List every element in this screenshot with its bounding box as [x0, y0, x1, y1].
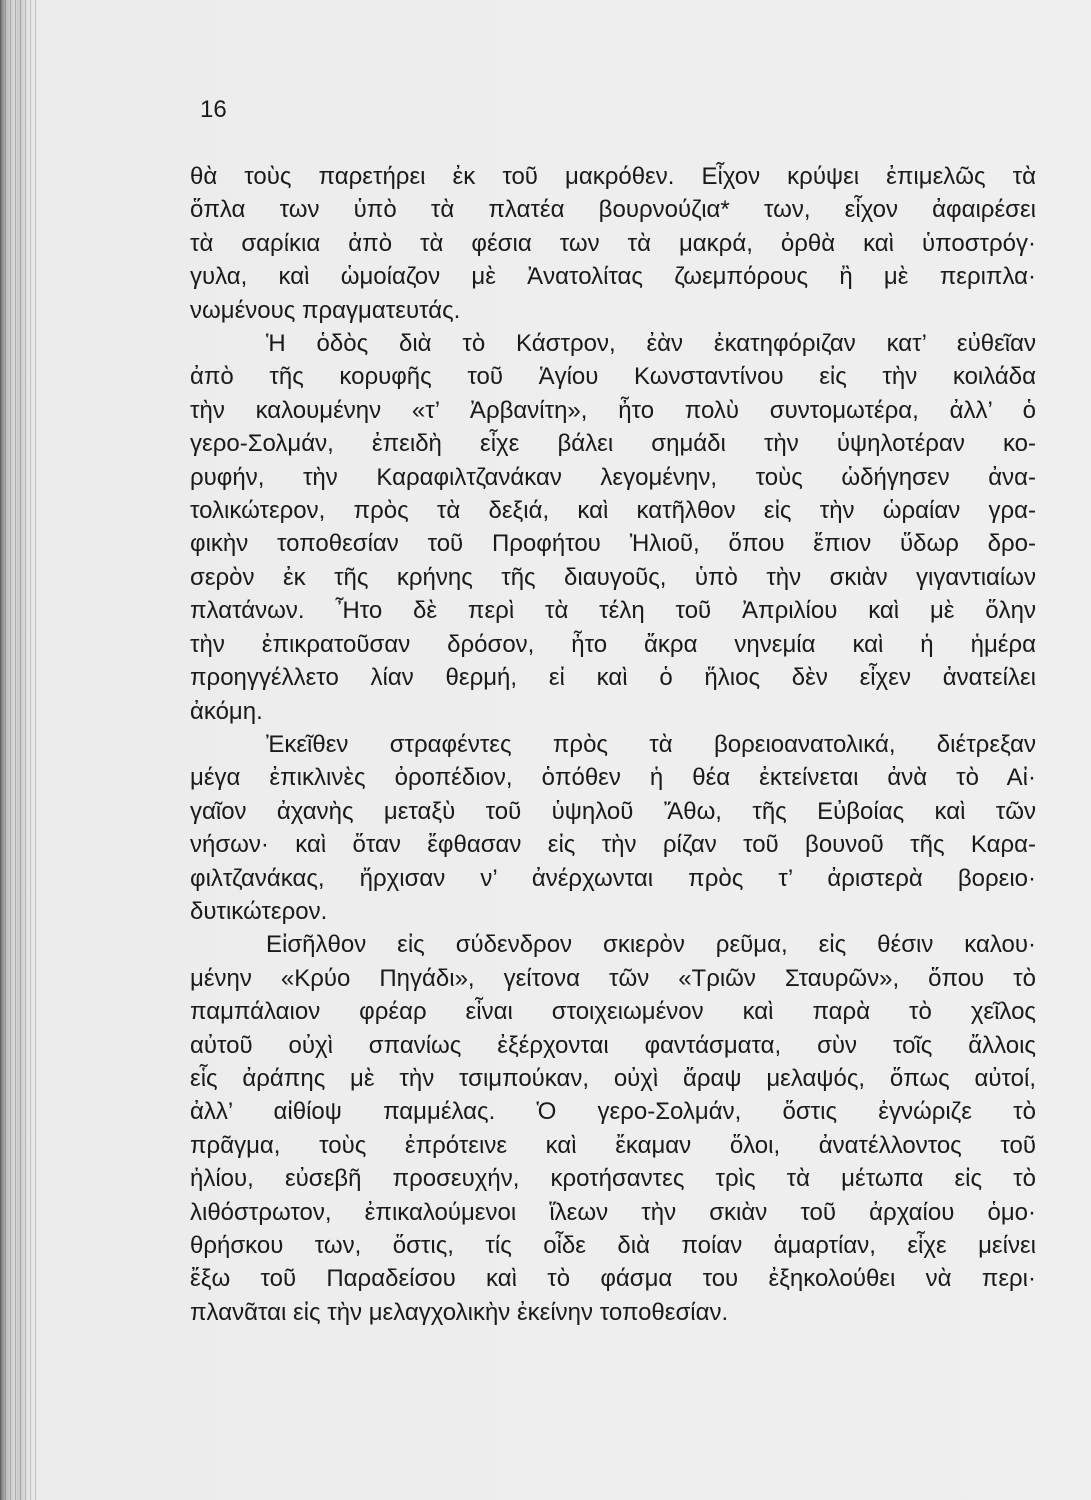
- text-line: ἀκόμη.: [190, 697, 263, 725]
- text-line: εἷς ἀράπης μὲ τὴν τσιμπούκαν, οὐχὶ ἄραψ μελαψός, ὅπως αὐτοί,: [190, 1064, 1036, 1092]
- text-line: γερο-Σολμάν, ἐπειδὴ εἶχε βάλει σημάδι τὴν ὑψηλοτέραν κο-: [190, 430, 1036, 458]
- text-line: παμπάλαιον φρέαρ εἶναι στοιχειωμένον καὶ παρὰ τὸ χεῖλος: [190, 998, 1036, 1026]
- text-line: ἀπὸ τῆς κορυφῆς τοῦ Ἁγίου Κωνσταντίνου εἰς τὴν κοιλάδα: [190, 363, 1036, 391]
- text-line: σερὸν ἐκ τῆς κρήνης τῆς διαυγοῦς, ὑπὸ τὴν σκιὰν γιγαντιαίων: [190, 563, 1036, 591]
- text-line: μέγα ἐπικλινὲς ὀροπέδιον, ὁπόθεν ἡ θέα ἐκτείνεται ἀνὰ τὸ Αἰ·: [190, 764, 1036, 792]
- text-line: ἀλλ’ αἰθίοψ παμμέλας. Ὁ γερο-Σολμάν, ὅστις ἐγνώριζε τὸ: [190, 1098, 1036, 1126]
- text-line: ἔξω τοῦ Παραδείσου καὶ τὸ φάσμα του ἐξηκολούθει νὰ περι·: [190, 1265, 1036, 1293]
- text-line: πλατάνων. Ἦτο δὲ περὶ τὰ τέλη τοῦ Ἀπριλίου καὶ μὲ ὅλην: [190, 597, 1036, 625]
- text-line: φικὴν τοποθεσίαν τοῦ Προφήτου Ἠλιοῦ, ὅπου ἔπιον ὕδωρ δρο-: [190, 530, 1036, 558]
- text-line: δυτικώτερον.: [190, 897, 328, 925]
- text-line: θρήσκου των, ὅστις, τίς οἶδε διὰ ποίαν ἁμαρτίαν, εἶχε μείνει: [190, 1232, 1036, 1259]
- body-text: [190, 160, 1036, 1329]
- text-line: θὰ τοὺς παρετήρει ἐκ τοῦ μακρόθεν. Εἶχον κρύψει ἐπιμελῶς τὰ: [190, 163, 1036, 190]
- text-line: Ἐκεῖθεν στραφέντες πρὸς τὰ βορειοανατολικά, διέτρεξαν: [266, 730, 1036, 758]
- text-line: τὴν ἐπικρατοῦσαν δρόσον, ἦτο ἄκρα νηνεμία καὶ ἡ ἡμέρα: [190, 630, 1036, 658]
- text-line: γυλα, καὶ ὡμοίαζον μὲ Ἀνατολίτας ζωεμπόρους ἢ μὲ περιπλα·: [190, 263, 1036, 291]
- paragraph: [190, 160, 1036, 327]
- page-number: 16: [200, 96, 227, 123]
- text-line: ἡλίου, εὐσεβῆ προσευχήν, κροτήσαντες τρὶς τὰ μέτωπα εἰς τὸ: [190, 1165, 1036, 1193]
- text-line: τὴν καλουμένην «τ’ Ἀρβανίτη», ἦτο πολὺ συντομωτέρα, ἀλλ’ ὁ: [190, 396, 1036, 424]
- text-line: νήσων· καὶ ὅταν ἔφθασαν εἰς τὴν ρίζαν τοῦ βουνοῦ τῆς Καρα-: [190, 831, 1036, 859]
- text-line: πρᾶγμα, τοὺς ἐπρότεινε καὶ ἔκαμαν ὅλοι, ἀνατέλλοντος τοῦ: [190, 1131, 1036, 1159]
- text-line: Εἰσῆλθον εἰς σύδενδρον σκιερὸν ρεῦμα, εἰς θέσιν καλου·: [266, 931, 1036, 959]
- page-stack-edge: [0, 0, 40, 1500]
- text-line: μένην «Κρύο Πηγάδι», γείτονα τῶν «Τριῶν Σταυρῶν», ὅπου τὸ: [190, 964, 1036, 992]
- text-line: νωμένους πραγματευτάς.: [190, 296, 461, 324]
- text-line: ὅπλα των ὑπὸ τὰ πλατέα βουρνούζια* των, εἶχον ἀφαιρέσει: [190, 196, 1036, 224]
- text-line: τὰ σαρίκια ἀπὸ τὰ φέσια των τὰ μακρά, ὀρθὰ καὶ ὑποστρόγ·: [190, 229, 1036, 257]
- text-line: αὐτοῦ οὐχὶ σπανίως ἐξέρχονται φαντάσματα, σὺν τοῖς ἄλλοις: [190, 1031, 1036, 1059]
- text-line: ρυφήν, τὴν Καραφιλτζανάκαν λεγομένην, τοὺς ὡδήγησεν ἀνα-: [190, 463, 1036, 491]
- text-line: προηγγέλλετο λίαν θερμή, εἰ καὶ ὁ ἥλιος δὲν εἶχεν ἀνατείλει: [190, 664, 1036, 692]
- text-line: πλανᾶται εἰς τὴν μελαγχολικὴν ἐκείνην τοποθεσίαν.: [190, 1298, 729, 1326]
- text-line: φιλτζανάκας, ἤρχισαν ν’ ἀνέρχωνται πρὸς τ’ ἀριστερὰ βορειο·: [190, 864, 1036, 892]
- text-line: λιθόστρωτον, ἐπικαλούμενοι ἵλεων τὴν σκιὰν τοῦ ἀρχαίου ὁμο·: [190, 1198, 1036, 1226]
- text-line: τολικώτερον, πρὸς τὰ δεξιά, καὶ κατῆλθον εἰς τὴν ὡραίαν γρα-: [190, 497, 1036, 525]
- text-line: γαῖον ἀχανὴς μεταξὺ τοῦ ὑψηλοῦ Ἄθω, τῆς Εὐβοίας καὶ τῶν: [190, 797, 1036, 825]
- paragraph: [190, 327, 1036, 728]
- paragraph: [190, 928, 1036, 1329]
- text-line: Ἡ ὁδὸς διὰ τὸ Κάστρον, ἐὰν ἐκατηφόριζαν κατ’ εὐθεῖαν: [266, 330, 1036, 358]
- paragraph: [190, 728, 1036, 928]
